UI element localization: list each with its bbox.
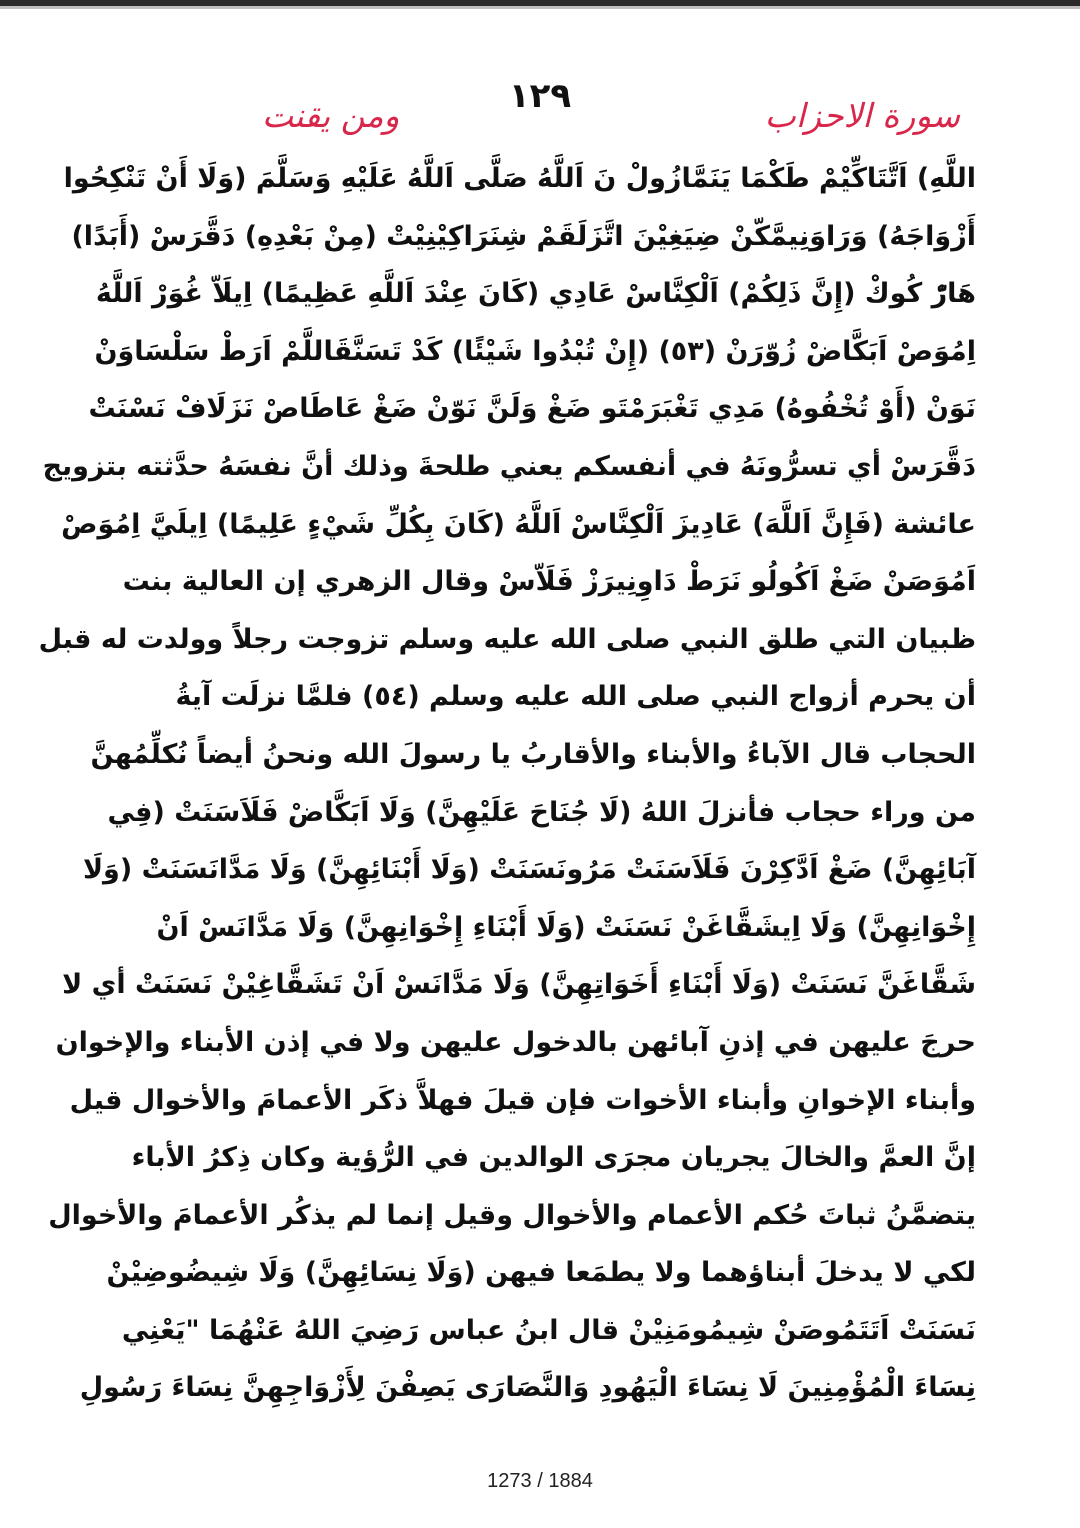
text-line: حرجَ عليهن في إذنِ آبائهن بالدخول عليهن ولا في إذن الأبناء والإخوان — [55, 1026, 976, 1058]
text-line: اللَّهِ) اَتَّتَاكِّيْمْ طَكْمَا يَنَمَّازُولْ نَ اَللَّهُ صَلَّى اَللَّهُ عَلَيْهِ وَسَلَّمَ (وَلَا أَنْ تَنْكِحُوا — [63, 163, 976, 194]
text-line: الحجاب قال الآباءُ والأبناء والأقاربُ يا رسولَ الله ونحنُ أيضاً نُكلِّمُهنَّ — [90, 738, 976, 770]
scan-edge-shadow — [0, 6, 1080, 9]
page-number: ١٢٩ — [508, 76, 572, 116]
text-line: أن يحرم أزواج النبي صلى الله عليه وسلم (٥٤) فلمَّا نزلَت آيةُ — [175, 681, 976, 713]
text-line: اِمُوَصْ اَبَكَّاضْ زُوّرَنْ (٥٣) (إِنْ تُبْدُوا شَيْئًا) كَدْ تَسَنَّقَاللَّمْ اَرَطْ سَلْسَاوَنْ — [94, 335, 976, 367]
text-line: نَسَنَتْ اَتَتَمُوصَنْ شِيمُومَنِيْنْ قال ابنُ عباس رَضِيَ اللهُ عَنْهُمَا "يَعْنِي — [121, 1314, 976, 1346]
text-line: دَقَّرَسْ أي تسرُّونَهُ في أنفسكم يعني طلحةَ وذلك أنَّ نفسَهُ حدَّثته بتزويج — [42, 450, 976, 482]
text-line: آبَائِهِنَّ) ضَغْ اَدَّكِرْنَ فَلَاَسَنَتْ مَرُونَسَنَتْ (وَلَا أَبْنَائِهِنَّ) وَلَا مَدَّانَسَنَتْ (وَلَا — [82, 854, 976, 886]
text-line: أَزْوَاجَهُ) وَرَاوَنِيمَّكّنْ ضِيَغِيْنَ اتَّزَلَقَمْ شِنَرَاكِيْنِيْتْ (مِنْ بَعْدِهِ) دَقَّرَسْ (أَبَدًا) — [71, 220, 976, 252]
text-line: عائشة (فَإِنَّ اَللَّهَ) عَادِيزَ اَلْكِنَّاسْ اَللَّهُ (كَانَ بِكُلِّ شَيْءٍ عَلِيمًا) اِيلَيَّ اِمُوَصْ — [61, 508, 976, 540]
handwritten-note-section: ومن يقنت — [262, 96, 400, 135]
text-line: إنَّ العمَّ والخالَ يجريان مجرَى الوالدين في الرُّؤية وكان ذِكرُ الأباء — [131, 1142, 976, 1174]
text-line: لكي لا يدخلَ أبناؤهما ولا يطمَعا فيهن (وَلَا نِسَائِهِنَّ) وَلَا شِيضُوضِيْنْ — [106, 1257, 976, 1289]
page-indicator: 1273 / 1884 — [487, 1470, 593, 1492]
text-line: إِخْوَانِهِنَّ) وَلَا اِيشَقَّاغَنْ نَسَنَتْ (وَلَا أَبْنَاءِ إِخْوَانِهِنَّ) وَلَا مَدَّانَسْ اَنْ — [156, 911, 976, 943]
text-line: نِسَاءَ الْمُؤْمِنِينَ لَا نِسَاءَ الْيَهُودِ وَالنَّصَارَى يَصِفْنَ لِأَزْوَاجِهِنَّ نِسَاءَ رَسُولِ — [79, 1372, 976, 1404]
text-line: من وراء حجاب فأنزلَ اللهُ (لَا جُنَاحَ عَلَيْهِنَّ) وَلَا اَبَكَّاضْ فَلَاَسَنَتْ (فِي — [107, 796, 976, 828]
text-line: يتضمَّنُ ثباتَ حُكم الأعمام والأخوال وقيل إنما لم يذكُر الأعمامَ والأخوال — [48, 1199, 976, 1231]
handwritten-note-surah: سورة الاحزاب — [764, 96, 960, 135]
text-line: شَقَّاغَنَّ نَسَنَتْ (وَلَا أَبْنَاءِ أَخَوَاتِهِنَّ) وَلَا مَدَّانَسْ اَنْ تَشَقَّاغِيْنْ نَسَنَتْ أي لا — [62, 969, 976, 1001]
text-line: اَمُوَصَنْ ضَغْ اَكُولُو نَرَطْ دَاوِنِيرَزْ فَلَاّسْ وقال الزهري إن العالية بنت — [122, 566, 976, 598]
page-text-body — [38, 150, 976, 1417]
text-line: ظبيان التي طلق النبي صلى الله عليه وسلم تزوجت رجلاً وولدت له قبل — [38, 623, 976, 655]
text-line: هَارّْ كُوكْ (إِنَّ ذَلِكُمْ) اَلْكِنَّاسْ عَادِي (كَانَ عِنْدَ اَللَّهِ عَظِيمًا) اِيلَاّ غُوَرْ اَللَّهُ — [95, 278, 976, 310]
text-line: وأبناء الإخوانِ وأبناء الأخوات فإن قيلَ فهلاَّ ذكَر الأعمامَ والأخوال قيل — [69, 1084, 976, 1116]
text-line: نَوَنْ (أَوْ تُخْفُوهُ) مَدِي تَغْبَرَمْتَو ضَغْ وَلَنَّ نَوّنْ ضَغْ عَاطَاصْ نَزَلَافْ نَسْنَتْ — [88, 393, 976, 425]
